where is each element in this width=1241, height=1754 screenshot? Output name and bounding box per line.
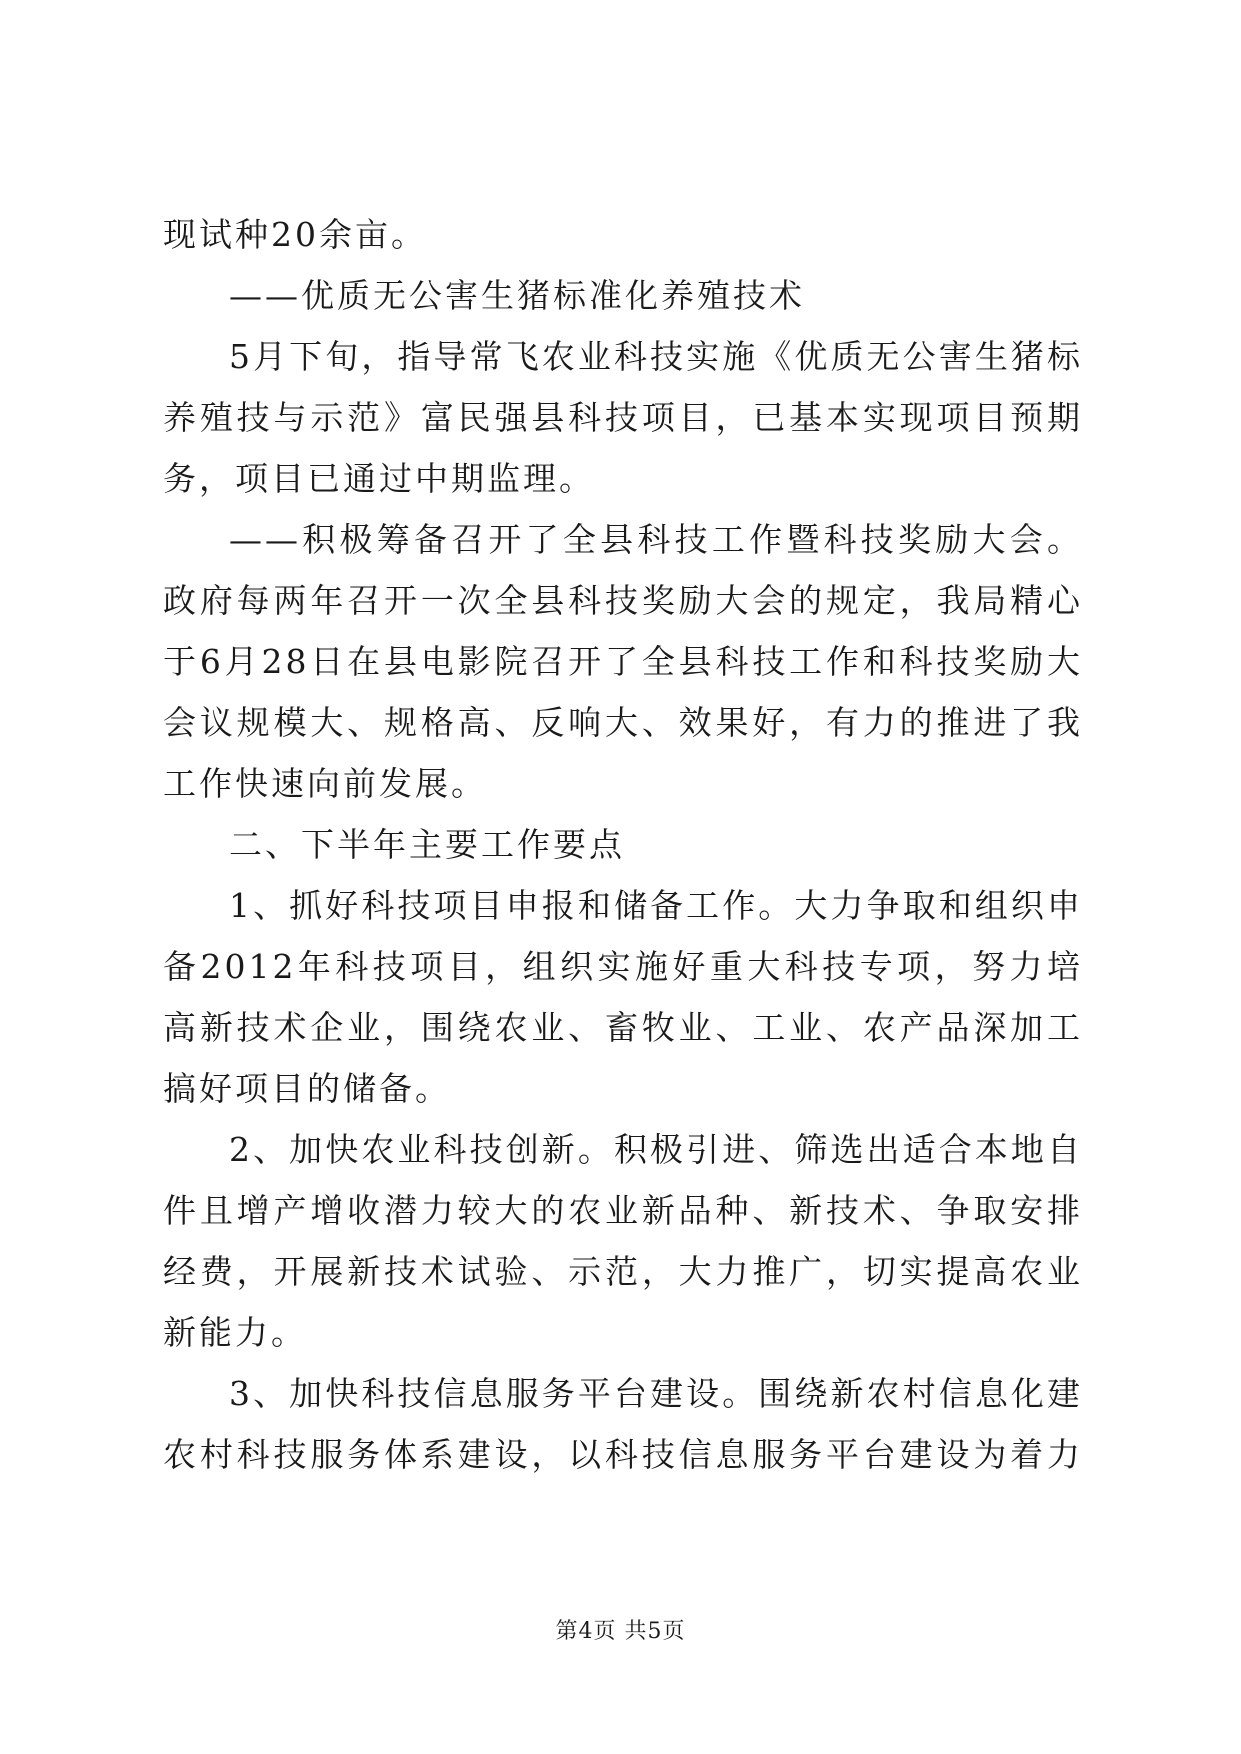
text-line: 二、下半年主要工作要点 [229,825,625,864]
text-line: 新能力。 [163,1313,307,1352]
page-footer [0,1614,1241,1645]
text-line: ——积极筹备召开了全县科技工作暨科技奖励大会。 [229,520,1083,559]
text-line: 养殖技与示范》富民强县科技项目，已基本实现项目预期 [163,398,1083,437]
text-line: 工作快速向前发展。 [163,764,487,803]
text-line: 经费，开展新技术试验、示范，大力推广，切实提高农业 [163,1252,1083,1291]
text-line: 务，项目已通过中期监理。 [163,459,595,498]
text-line: 2、加快农业科技创新。积极引进、筛选出适合本地自 [229,1130,1083,1169]
text-line: 3、加快科技信息服务平台建设。围绕新农村信息化建 [229,1374,1083,1413]
text-line: 备2012年科技项目，组织实施好重大科技专项，努力培 [163,947,1083,986]
text-line: 1、抓好科技项目申报和储备工作。大力争取和组织申 [229,886,1083,925]
text-line: 搞好项目的储备。 [163,1069,451,1108]
page-number-label: 第4页 共5页 [555,1619,686,1644]
document-body [163,204,1083,1485]
text-line: 于6月28日在县电影院召开了全县科技工作和科技奖励大 [163,642,1083,681]
text-line: 高新技术企业，围绕农业、畜牧业、工业、农产品深加工 [163,1008,1083,1047]
text-line: 现试种20余亩。 [163,215,427,254]
text-line: 会议规模大、规格高、反响大、效果好，有力的推进了我 [163,703,1083,742]
text-line: 5月下旬，指导常飞农业科技实施《优质无公害生猪标 [229,337,1083,376]
text-line: 政府每两年召开一次全县科技奖励大会的规定，我局精心 [163,581,1083,620]
text-line: 农村科技服务体系建设，以科技信息服务平台建设为着力 [163,1435,1083,1474]
text-line: ——优质无公害生猪标准化养殖技术 [229,276,805,315]
text-line: 件且增产增收潜力较大的农业新品种、新技术、争取安排 [163,1191,1083,1230]
